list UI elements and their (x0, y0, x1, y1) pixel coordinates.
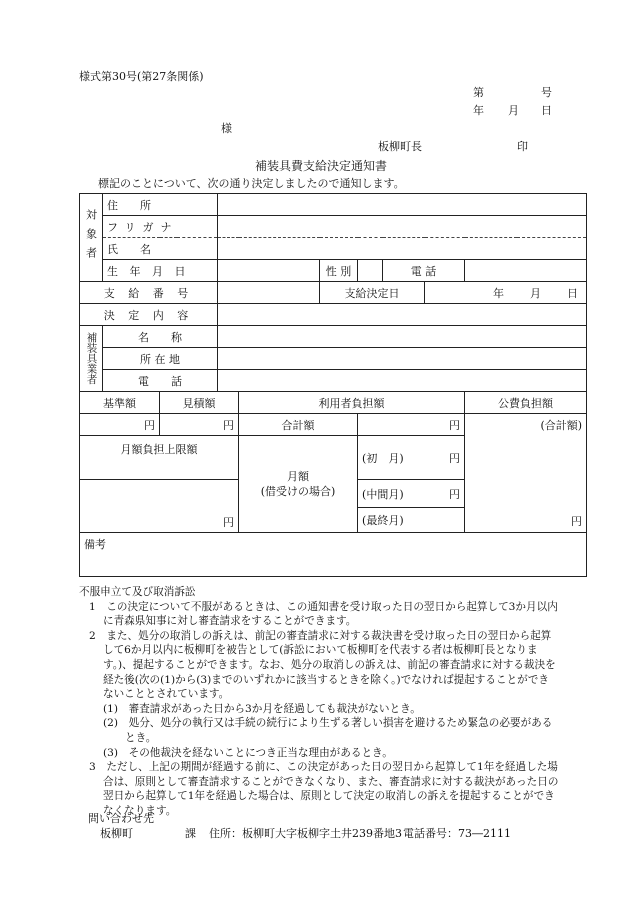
address-label: 住 所 (103, 194, 218, 216)
form-id: 様式第30号(第27条関係) (79, 70, 204, 83)
remarks-field[interactable]: 備考 (80, 533, 587, 577)
subject-group-label: 対象者 (80, 194, 103, 282)
total-label: 合計額 (239, 414, 358, 436)
public-total-label: (合計額) (540, 419, 583, 432)
note-3: 3 ただし、上記の期間が経過する前に、この決定があった日の翌日から起算して1年を経過した場合は、原則として審査請求することができなくなり、また、審査請求に対する裁決があった日の翌日から起算して1年を経過した場合は、原則として決定の取消しの訴えを提起することができなくなります。 (89, 761, 559, 817)
vendor-name-label: 名 称 (103, 326, 218, 348)
payment-number-label: 支 給 番 号 (80, 282, 218, 304)
payment-date-field[interactable]: 年 月 日 (425, 282, 587, 304)
public-yen: 円 (571, 515, 583, 528)
appeal-notes (79, 585, 559, 819)
payment-date-label: 支給決定日 (320, 282, 425, 304)
monthly-cap-field[interactable]: 円 (80, 480, 239, 533)
estimate-field[interactable]: 円 (160, 414, 239, 436)
decision-form-table (79, 193, 587, 577)
note-2-3: (3) その他裁決を経ないことにつき正当な理由があるとき。 (103, 746, 393, 759)
phone-field[interactable] (465, 260, 587, 282)
user-burden-label: 利用者負担額 (239, 392, 465, 414)
vendor-phone-label: 電 話 (103, 370, 218, 392)
contact-dept: 課 (185, 827, 196, 840)
seal-mark: 印 (517, 140, 528, 153)
contact-town: 板柳町 (100, 827, 133, 840)
note-2: 2 また、処分の取消しの訴えは、前記の審査請求に対する裁決書を受け取った日の翌日から起算して6か月以内に板柳町を被告として(訴訟において板柳町を代表する者は板柳町長となります。)、提起することができます。なお、処分の取消しの訴えは、前記の審査請求に対する裁決を経た後(次の(1)から(3)までのいずれかに該当するときを除く。)でなければ提起することができないこととされています。 (89, 629, 556, 701)
header-month: 月 (508, 104, 519, 117)
first-month-row[interactable]: (初 月) 円 (358, 436, 465, 480)
vendor-location-label: 所 在 地 (103, 348, 218, 370)
header-year: 年 (473, 104, 484, 117)
note-2-2: (2) 処分、処分の執行又は手続の続行により生ずる著しい損害を避けるため緊急の必要があるとき。 (103, 717, 553, 744)
address-field[interactable] (218, 194, 587, 216)
total-field[interactable]: 円 (358, 414, 465, 436)
last-month-row[interactable]: (最終月) (358, 508, 465, 533)
contact-phone: 電話番号：73―2111 (403, 827, 511, 840)
lead-text: 標記のことについて、次の通り決定しましたので通知します。 (98, 177, 405, 190)
header-day: 日 (541, 104, 552, 117)
middle-month-row[interactable]: (中間月) 円 (358, 480, 465, 508)
document-title: 補装具費支給決定通知書 (255, 159, 388, 173)
vendor-name-field[interactable] (218, 326, 587, 348)
number-suffix: 号 (541, 86, 552, 99)
gender-field[interactable] (358, 260, 383, 282)
note-1: 1 この決定について不服があるときは、この通知書を受け取った日の翌日から起算して3か月以内に青森県知事に対し審査請求をすることができます。 (89, 600, 558, 628)
monthly-label: 月額 (借受けの場合) (239, 436, 358, 533)
gender-label: 性 別 (320, 260, 358, 282)
public-burden-field[interactable] (465, 414, 587, 533)
furigana-field[interactable] (218, 216, 587, 238)
base-amount-field[interactable]: 円 (80, 414, 160, 436)
decision-content-field[interactable] (218, 304, 587, 326)
number-prefix: 第 (473, 86, 484, 99)
note-2-1: (1) 審査請求があった日から3か月を経過しても裁決がないとき。 (103, 702, 421, 715)
recipient-suffix: 様 (221, 122, 232, 135)
contact-heading: 問い合わせ先 (88, 812, 154, 825)
decision-content-label: 決 定 内 容 (80, 304, 218, 326)
vendor-location-field[interactable] (218, 348, 587, 370)
phone-label: 電 話 (383, 260, 465, 282)
contact-address: 住所：板柳町大字板柳字土井239番地3 (209, 827, 402, 840)
name-field[interactable] (218, 238, 587, 260)
notes-heading: 不服申立て及び取消訴訟 (79, 586, 196, 598)
furigana-label: フリガナ (103, 216, 218, 238)
name-label: 氏 名 (103, 238, 218, 260)
vendor-group-label: 補装具業者 (80, 326, 103, 392)
birth-field[interactable] (218, 260, 320, 282)
birth-label: 生 年 月 日 (103, 260, 218, 282)
monthly-cap-label: 月額負担上限額 (80, 436, 239, 480)
public-burden-label: 公費負担額 (465, 392, 587, 414)
vendor-phone-field[interactable] (218, 370, 587, 392)
issuer: 板柳町長 (378, 140, 422, 153)
payment-number-field[interactable] (218, 282, 320, 304)
base-amount-label: 基準額 (80, 392, 160, 414)
estimate-label: 見積額 (160, 392, 239, 414)
